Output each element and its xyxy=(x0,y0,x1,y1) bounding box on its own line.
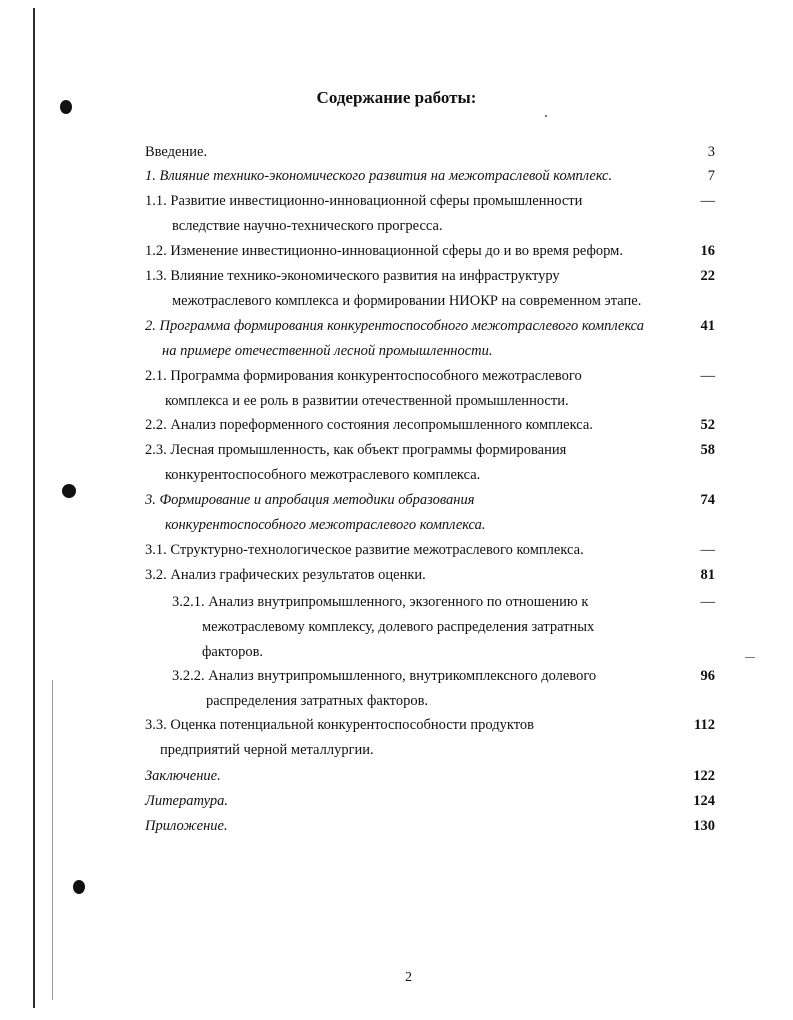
toc-entry-line: Приложение. xyxy=(145,818,228,834)
toc-entry-line: 2.1. Программа формирования конкурентоспособного межотраслевого xyxy=(145,368,582,384)
binding-edge-line xyxy=(33,8,35,1008)
toc-page-number: 16 xyxy=(700,243,715,259)
toc-entry-line: 3.3. Оценка потенциальной конкурентоспособности продуктов xyxy=(145,717,534,733)
toc-entry-line: 2. Программа формирования конкурентоспособного межотраслевого комплекса xyxy=(145,318,644,334)
toc-entry-line: предприятий черной металлургии. xyxy=(160,742,374,758)
toc-page-number: 52 xyxy=(700,417,715,433)
toc-entry-line: 2.3. Лесная промышленность, как объект программы формирования xyxy=(145,442,567,458)
toc-entry-line: 3.1. Структурно-технологическое развитие межотраслевого комплекса. xyxy=(145,542,584,558)
toc-page-number: 22 xyxy=(700,268,715,284)
toc-entry-line: 1.2. Изменение инвестиционно-инновационной сферы до и во время реформ. xyxy=(145,243,623,259)
toc-page-number: 7 xyxy=(707,168,715,184)
toc-page-number: 130 xyxy=(693,818,715,834)
toc-entry-line: конкурентоспособного межотраслевого комплекса. xyxy=(165,467,481,483)
toc-entry-line: 3. Формирование и апробация методики образования xyxy=(145,492,475,508)
binding-edge-line-secondary xyxy=(52,680,53,1000)
toc-page-number: — xyxy=(700,193,715,209)
toc-entry-line: распределения затратных факторов. xyxy=(206,693,429,709)
toc-entry-line: 3.2. Анализ графических результатов оценки. xyxy=(145,567,426,583)
toc-entry-line: межотраслевого комплекса и формировании НИОКР на современном этапе. xyxy=(172,293,642,309)
toc-entry-line: конкурентоспособного межотраслевого комплекса. xyxy=(165,517,486,533)
toc-page-number: 58 xyxy=(700,442,715,458)
toc-page-number: — xyxy=(700,594,715,610)
toc-entry-line: факторов. xyxy=(202,644,264,660)
toc-entry-line: Введение. xyxy=(145,144,208,160)
toc-entry-line: 1. Влияние технико-экономического развития на межотраслевой комплекс. xyxy=(145,168,613,184)
toc-entry-line: на примере отечественной лесной промышленности. xyxy=(162,343,493,359)
toc-page-number: 112 xyxy=(694,717,715,733)
scan-speck xyxy=(545,115,547,117)
punch-hole-mark xyxy=(73,880,85,894)
page-number: 2 xyxy=(405,970,412,985)
toc-page-number: 3 xyxy=(707,144,715,160)
toc-entry-line: Заключение. xyxy=(145,768,221,784)
toc-entry-line: 1.1. Развитие инвестиционно-инновационной сферы промышленности xyxy=(145,193,583,209)
toc-entry-line: межотраслевому комплексу, долевого распределения затратных xyxy=(202,619,595,635)
toc-entry-line: Литература. xyxy=(145,793,228,809)
toc-entry-line: вследствие научно-технического прогресса. xyxy=(172,218,443,234)
toc-entry-line: 1.3. Влияние технико-экономического развития на инфраструктуру xyxy=(145,268,560,284)
toc-entry-line: комплекса и ее роль в развитии отечественной промышленности. xyxy=(165,393,569,409)
toc-page-number: 81 xyxy=(700,567,715,583)
toc-page-number: — xyxy=(700,542,715,558)
toc-page-number: 122 xyxy=(693,768,715,784)
page-title: Содержание работы: xyxy=(316,88,477,107)
toc-page-number: 96 xyxy=(700,668,715,684)
toc-entry-line: 2.2. Анализ пореформенного состояния лесопромышленного комплекса. xyxy=(145,417,593,433)
toc-entry-line: 3.2.1. Анализ внутрипромышленного, экзогенного по отношению к xyxy=(172,594,589,610)
scan-speck xyxy=(745,657,755,658)
toc-page-number: 74 xyxy=(700,492,715,508)
toc-page-number: — xyxy=(700,368,715,384)
punch-hole-mark xyxy=(62,484,76,498)
toc-page-number: 41 xyxy=(700,318,715,334)
toc-page-number: 124 xyxy=(693,793,715,809)
toc-entry-line: 3.2.2. Анализ внутрипромышленного, внутрикомплексного долевого xyxy=(172,668,597,684)
